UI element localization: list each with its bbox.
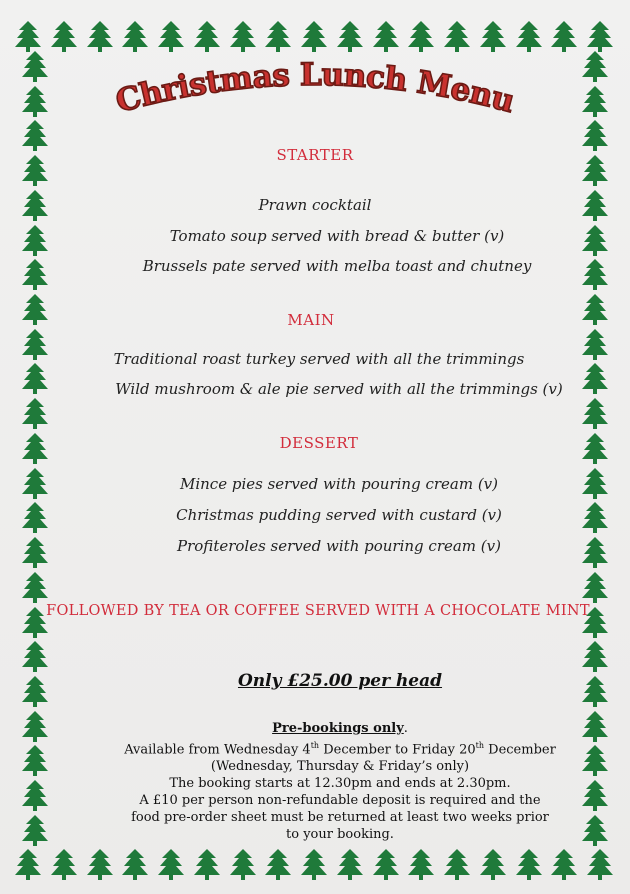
christmas-tree-icon [86,20,114,52]
christmas-tree-icon [21,397,49,429]
tree-border-top [14,18,614,52]
christmas-tree-icon [443,848,471,880]
christmas-tree-icon [586,848,614,880]
starter-item-2: Tomato soup served with bread & butter (v) [169,227,505,245]
main-item-2: Wild mushroom & ale pie served with all the trimmings (v) [115,380,563,398]
availability-line [0,737,630,758]
availability-end: December [484,742,556,758]
deposit-line-3: to your booking. [286,827,394,843]
christmas-tree-icon [50,848,78,880]
christmas-tree-icon [407,20,435,52]
dessert-item-3: Profiteroles served with pouring cream (v) [177,537,501,555]
christmas-tree-icon [50,20,78,52]
tree-border-bottom [14,846,614,880]
christmas-tree-icon [264,20,292,52]
menu-title [110,52,520,122]
main-heading: MAIN [287,311,335,329]
christmas-tree-icon [550,20,578,52]
christmas-tree-icon [443,20,471,52]
christmas-tree-icon [336,20,364,52]
christmas-tree-icon [300,20,328,52]
christmas-tree-icon [479,848,507,880]
deposit-line-1: A £10 per person non-refundable deposit is required and the [139,793,541,809]
christmas-tree-icon [300,848,328,880]
christmas-tree-icon [157,20,185,52]
svg-text:Christmas Lunch Menu: Christmas Lunch Menu [112,56,518,121]
dessert-item-1: Mince pies served with pouring cream (v) [179,475,499,493]
christmas-tree-icon [515,20,543,52]
christmas-tree-icon [581,85,609,117]
booking-info [0,720,630,843]
ordinal-suffix-2: th [475,741,485,750]
main-item-1: Traditional roast turkey served with all the trimmings [113,350,525,368]
christmas-tree-icon [586,20,614,52]
christmas-tree-icon [14,20,42,52]
christmas-tree-icon [121,848,149,880]
christmas-tree-icon [264,848,292,880]
christmas-tree-icon [581,571,609,603]
christmas-tree-icon [21,50,49,82]
christmas-tree-icon [86,848,114,880]
prebook-label: Pre-bookings only [272,721,404,736]
christmas-tree-icon [157,848,185,880]
christmas-tree-icon [581,397,609,429]
christmas-tree-icon [21,571,49,603]
christmas-tree-icon [336,848,364,880]
deposit-line-2: food pre-order sheet must be returned at least two weeks prior [131,810,549,826]
availability-start: Available from Wednesday 4 [124,742,311,758]
times-line: The booking starts at 12.30pm and ends at 2.30pm. [169,776,511,792]
christmas-tree-icon [581,640,609,672]
christmas-tree-icon [229,848,257,880]
price: Only £25.00 per head [237,671,443,691]
christmas-tree-icon [581,50,609,82]
christmas-tree-icon [407,848,435,880]
starter-heading: STARTER [276,146,354,164]
prebook-suffix: . [403,721,408,736]
tea-coffee-note: FOLLOWED BY TEA OR COFFEE SERVED WITH A CHOCOLATE MINT [46,603,590,619]
starter-item-3: Brussels pate served with melba toast and chutney [142,257,532,275]
ordinal-suffix-1: th [310,741,320,750]
christmas-tree-icon [229,20,257,52]
christmas-tree-icon [14,848,42,880]
christmas-tree-icon [372,848,400,880]
availability-mid: December to Friday 20 [319,742,476,758]
dessert-heading: DESSERT [279,434,359,452]
starter-item-1: Prawn cocktail [258,196,372,214]
christmas-tree-icon [21,640,49,672]
christmas-tree-icon [550,848,578,880]
christmas-tree-icon [479,20,507,52]
christmas-tree-icon [372,20,400,52]
days-line: (Wednesday, Thursday & Friday’s only) [210,759,470,775]
christmas-tree-icon [21,85,49,117]
christmas-tree-icon [515,848,543,880]
christmas-tree-icon [193,20,221,52]
prebook-line [0,720,630,737]
christmas-tree-icon [193,848,221,880]
christmas-tree-icon [121,20,149,52]
dessert-item-2: Christmas pudding served with custard (v) [176,506,502,524]
